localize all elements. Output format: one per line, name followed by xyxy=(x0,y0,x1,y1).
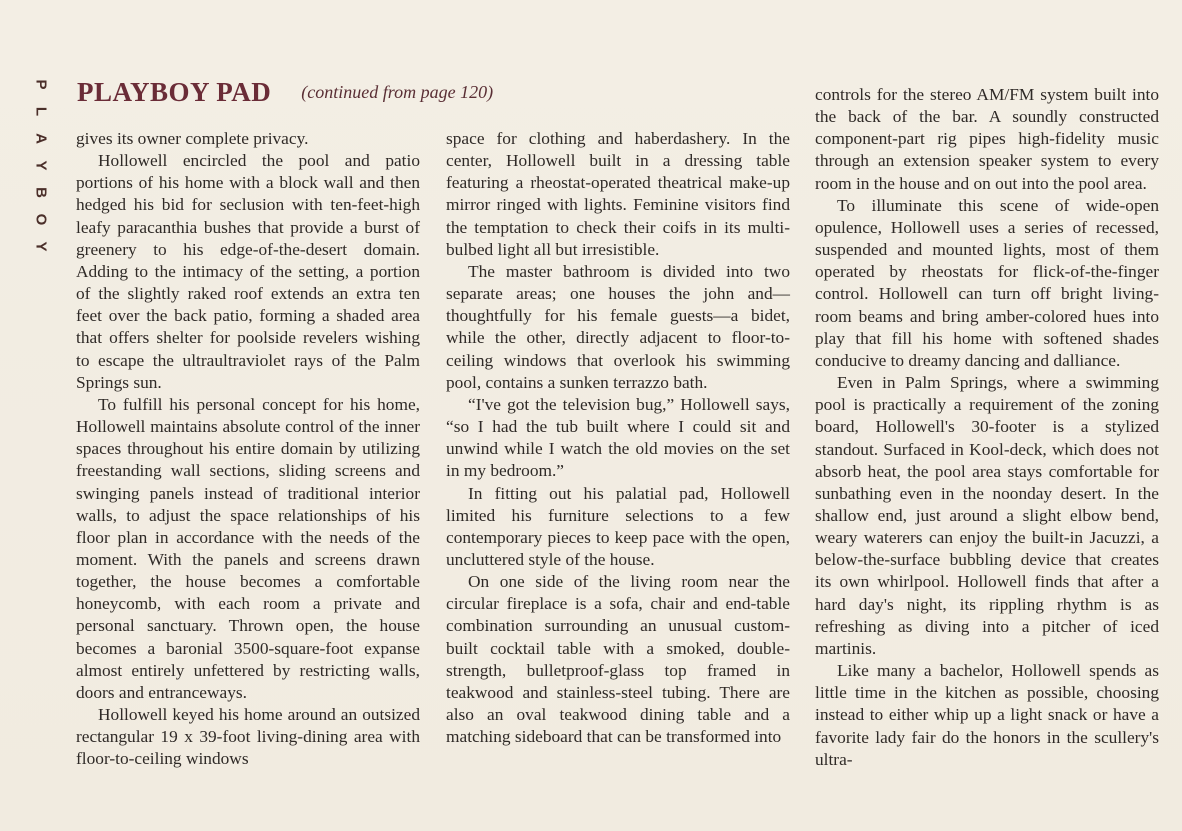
side-logo-letter: A xyxy=(32,133,50,144)
side-logo-letter: B xyxy=(32,187,50,198)
paragraph: controls for the stereo AM/FM system built into the back of the bar. A soundly constructed component-part rig pipes high-fidelity music through an extension speaker system to every room in the house and on out into the pool area. xyxy=(815,85,1159,193)
article-header xyxy=(77,77,493,108)
paragraph: gives its owner complete privacy. xyxy=(76,129,309,148)
paragraph: Like many a bachelor, Hollowell spends as little time in the kitchen as possible, choosing instead to either whip up a light snack or have a favorite lady fair do the honors in the scullery's ultra- xyxy=(815,661,1159,769)
paragraph: “I've got the television bug,” Hollowell says, “so I had the tub built where I could sit and unwind while I watch the old movies on the set in my bedroom.” xyxy=(446,394,790,481)
paragraph: To fulfill his personal concept for his home, Hollowell maintains absolute control of the inner spaces throughout his entire domain by utilizing freestanding wall sections, sliding screens and swinging panels instead of traditional interior walls, to adjust the space relationships of his floor plan in accordance with the needs of the moment. With the panels and screens drawn together, the house becomes a comfortable honeycomb, with each room a private and personal sanctuary. Thrown open, the house becomes a baronial 3500-square-foot expanse almost entirely unfettered by restricting walls, doors and entranceways. xyxy=(76,394,420,702)
paragraph: Hollowell encircled the pool and patio portions of his home with a block wall and then hedged his bid for seclusion with ten-feet-high leafy paracanthia bushes that provide a burst of greenery to his edge-of-the-desert domain. Adding to the intimacy of the setting, a portion of the slightly raked roof extends an extra ten feet over the back patio, forming a shaded area that offers shelter for poolside revelers wishing to escape the ultraultraviolet rays of the Palm Springs sun. xyxy=(76,151,420,392)
text-column-1 xyxy=(76,128,420,771)
text-column-2 xyxy=(446,128,790,748)
paragraph: Hollowell keyed his home around an outsized rectangular 19 x 39-foot living-dining area with floor-to-ceiling windows xyxy=(76,705,420,769)
paragraph: To illuminate this scene of wide-open opulence, Hollowell uses a series of recessed, suspended and mounted lights, most of them operated by rheostats for flick-of-the-finger control. Hollowell can turn off bright living-room beams and bring amber-colored hues into play that fill his home with softened shades conducive to dreamy dancing and dalliance. xyxy=(815,195,1159,370)
side-logo-letter: Y xyxy=(32,241,50,252)
side-logo-letter: L xyxy=(32,106,50,117)
paragraph: On one side of the living room near the circular fireplace is a sofa, chair and end-table combination surrounding an unusual custom-built cocktail table with a smoked, double-strength, bulletproof-glass top framed in teakwood and stainless-steel tubing. There are also an oval teakwood dining table and a matching sideboard that can be transformed into xyxy=(446,572,790,747)
continued-note: (continued from page 120) xyxy=(301,82,494,102)
paragraph: Even in Palm Springs, where a swimming pool is practically a requirement of the zoning board, Hollowell's 30-footer is a stylized standout. Surfaced in Kool-deck, which does not absorb heat, the pool area stays comfortable for sunbathing even in the noonday desert. In the shallow end, just around a slight elbow bend, weary waterers can enjoy the built-in Jacuzzi, a below-the-surface bubbling device that creates its own whirlpool. Hollowell finds that after a hard day's night, its rippling rhythm is as refreshing as diving into a pitcher of iced martinis. xyxy=(815,373,1159,658)
paragraph: The master bathroom is divided into two separate areas; one houses the john and—thoughtfully for his female guests—a bidet, while the other, directly adjacent to floor-to-ceiling windows that overlook his swimming pool, contains a sunken terrazzo bath. xyxy=(446,261,790,392)
paragraph: space for clothing and haberdashery. In the center, Hollowell built in a dressing table featuring a rheostat-operated theatrical make-up mirror ringed with lights. Feminine visitors find the temptation to check their coifs in its multi-bulbed light all but irresistible. xyxy=(446,129,790,259)
side-logo-letter: O xyxy=(32,213,50,226)
side-playboy-logo xyxy=(27,76,55,276)
article-title: PLAYBOY PAD xyxy=(77,77,272,107)
side-logo-letter: Y xyxy=(32,160,50,171)
text-column-3 xyxy=(815,84,1159,771)
side-logo-letter: P xyxy=(32,79,50,90)
paragraph: In fitting out his palatial pad, Hollowell limited his furniture selections to a few contemporary pieces to keep pace with the open, uncluttered style of the house. xyxy=(446,483,790,569)
